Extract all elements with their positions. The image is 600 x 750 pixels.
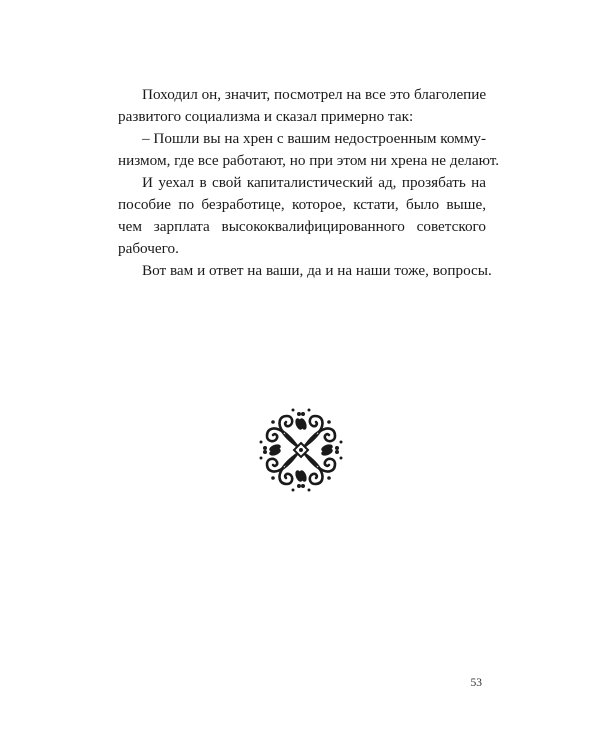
text-line: низмом, где все работают, но при этом ни хрена не делают.: [118, 152, 500, 169]
text-line: развитого социализма и сказал примерно так:: [118, 108, 414, 125]
text-line: чем зарплата высококвалифицированного советского: [118, 218, 486, 235]
body-text: [118, 84, 500, 282]
text-line: – Пошли вы на хрен с вашим недостроенным комму-: [142, 130, 487, 147]
text-line: пособие по безработице, которое, кстати, было выше,: [118, 196, 486, 213]
text-line: Походил он, значит, посмотрел на все это благолепие: [142, 86, 487, 103]
page-number: 53: [470, 677, 482, 689]
text-line: И уехал в свой капиталистический ад, прозябать на: [142, 174, 486, 191]
floral-ornament-icon: [253, 402, 349, 498]
text-line: рабочего.: [118, 240, 179, 257]
text-line: Вот вам и ответ на ваши, да и на наши тоже, вопросы.: [142, 262, 492, 279]
